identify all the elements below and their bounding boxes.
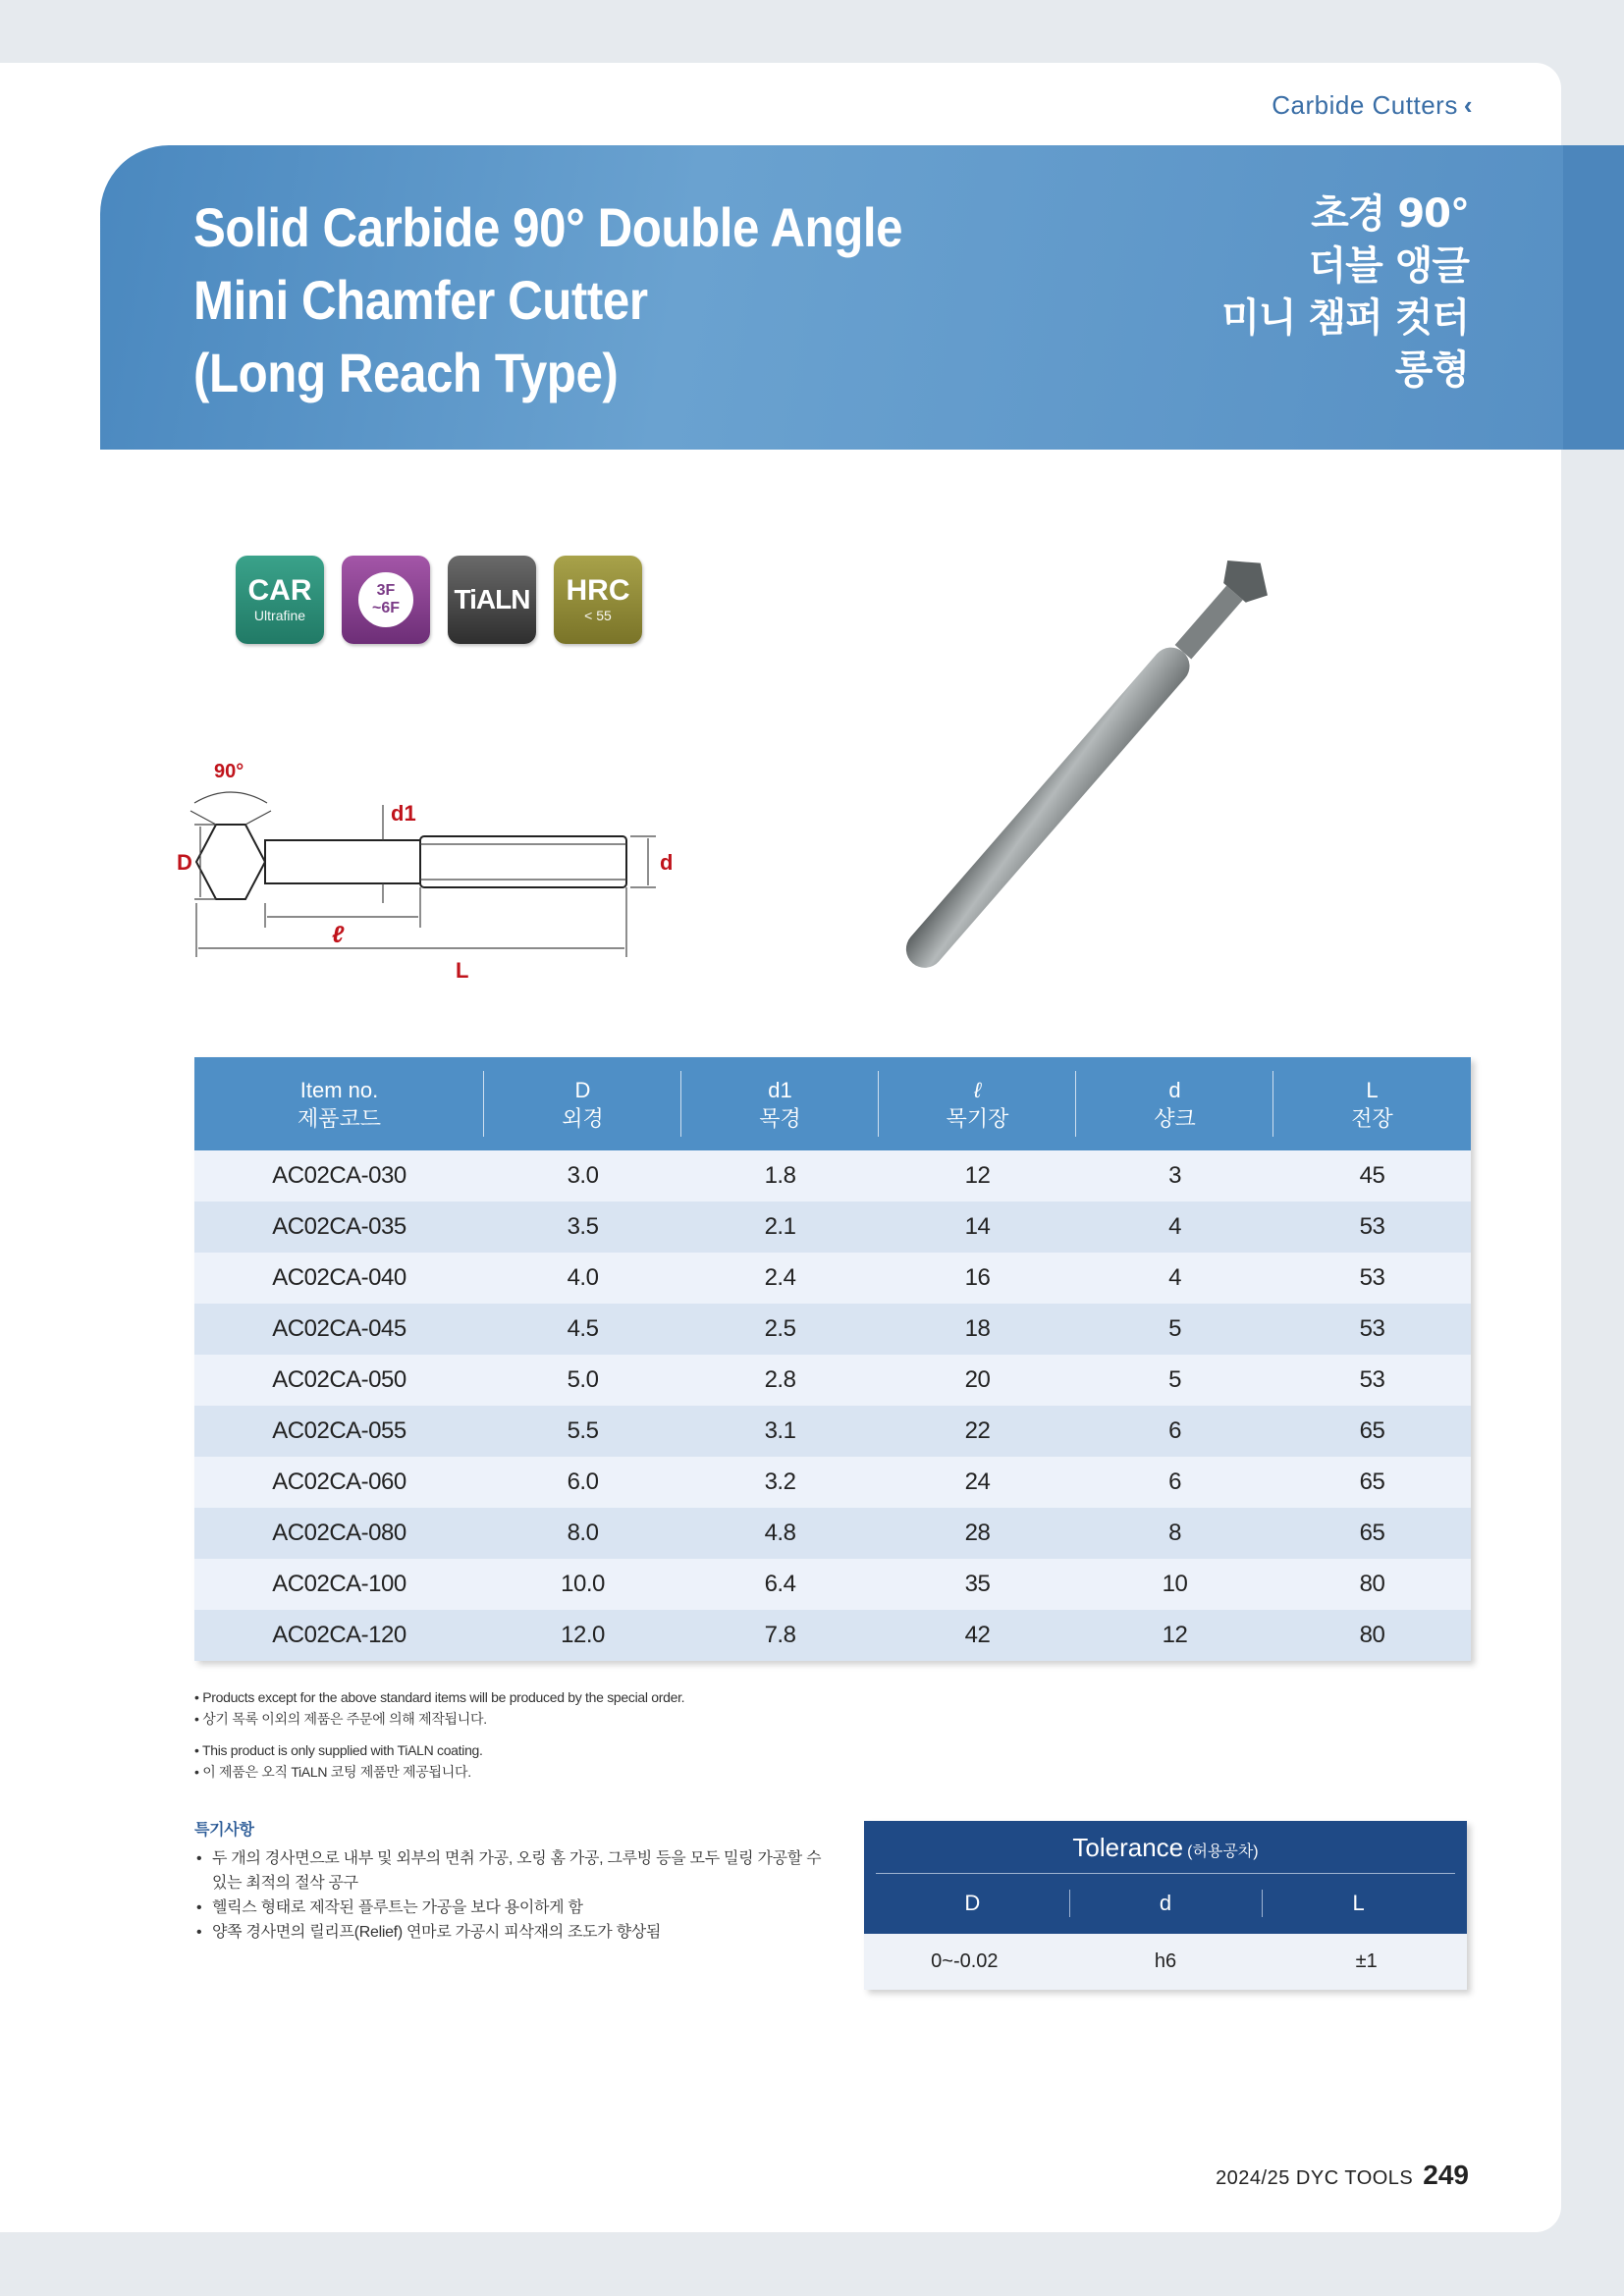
photo-neck <box>1175 586 1243 660</box>
spec-value-cell: 4.0 <box>484 1253 681 1304</box>
spec-value-cell: 7.8 <box>681 1610 879 1661</box>
spec-value-cell: 42 <box>879 1610 1076 1661</box>
spec-value-cell: 65 <box>1273 1406 1471 1457</box>
spec-value-cell: 3.5 <box>484 1201 681 1253</box>
table-row <box>194 1253 1471 1304</box>
product-photo <box>864 560 1296 982</box>
spec-value-cell: 2.1 <box>681 1201 879 1253</box>
carbide-badge-sub: Ultrafine <box>253 608 306 623</box>
item-code-cell: AC02CA-055 <box>194 1406 484 1457</box>
dimension-diagram <box>177 756 736 991</box>
col-item-no <box>194 1057 484 1150</box>
tolerance-table <box>864 1821 1467 1990</box>
spec-value-cell: 5.0 <box>484 1355 681 1406</box>
tolerance-values <box>864 1934 1467 1990</box>
spec-value-cell: 45 <box>1273 1150 1471 1201</box>
spec-value-cell: 5 <box>1076 1304 1273 1355</box>
hardness-badge <box>554 556 642 644</box>
tolerance-header <box>864 1821 1467 1934</box>
table-row <box>194 1610 1471 1661</box>
title-english <box>193 191 902 409</box>
features-section <box>194 1818 823 1945</box>
footer-brand: 2024/25 DYC TOOLS <box>1216 2167 1414 2189</box>
spec-value-cell: 2.5 <box>681 1304 879 1355</box>
table-row <box>194 1304 1471 1355</box>
spec-value-cell: 14 <box>879 1201 1076 1253</box>
table-row <box>194 1150 1471 1201</box>
features-list <box>194 1846 823 1945</box>
spec-value-cell: 8 <box>1076 1508 1273 1559</box>
spec-value-cell: 80 <box>1273 1610 1471 1661</box>
section-label <box>1129 90 1473 121</box>
spec-value-cell: 3.2 <box>681 1457 879 1508</box>
col-item-no-ko: 제품코드 <box>297 1105 381 1131</box>
spec-value-cell: 6.0 <box>484 1457 681 1508</box>
table-row <box>194 1559 1471 1610</box>
tolerance-columns <box>876 1874 1455 1933</box>
spec-value-cell: 1.8 <box>681 1150 879 1201</box>
feature-item: • 헬릭스 형태로 제작된 플루트는 가공을 보다 용이하게 함 <box>194 1896 823 1920</box>
carbide-badge-label: CAR <box>247 574 312 607</box>
note-group-1 <box>194 1686 684 1730</box>
spec-value-cell: 6.4 <box>681 1559 879 1610</box>
spec-value-cell: 35 <box>879 1559 1076 1610</box>
table-row <box>194 1457 1471 1508</box>
flute-count-badge <box>342 556 430 644</box>
title-korean <box>1076 188 1469 397</box>
page-footer <box>1216 2160 1469 2191</box>
table-row <box>194 1355 1471 1406</box>
spec-value-cell: 12 <box>1076 1610 1273 1661</box>
col-d1-ko: 목경 <box>759 1105 801 1131</box>
spec-value-cell: 4 <box>1076 1253 1273 1304</box>
tolerance-value-L: ±1 <box>1355 1950 1378 1972</box>
feature-badges <box>236 556 642 644</box>
item-code-cell: AC02CA-045 <box>194 1304 484 1355</box>
item-code-cell: AC02CA-035 <box>194 1201 484 1253</box>
spec-value-cell: 20 <box>879 1355 1076 1406</box>
col-L-en: L <box>1366 1077 1379 1102</box>
page-number: 249 <box>1423 2160 1469 2190</box>
spec-table-body <box>194 1150 1471 1661</box>
sidebar-accent <box>1563 145 1624 450</box>
tolerance-value-D: 0~-0.02 <box>931 1950 999 1972</box>
spec-value-cell: 12.0 <box>484 1610 681 1661</box>
spec-value-cell: 2.4 <box>681 1253 879 1304</box>
spec-table-header-row <box>194 1057 1471 1150</box>
neck-length-label: ℓ <box>332 922 345 948</box>
flute-icon <box>358 572 413 627</box>
spec-value-cell: 53 <box>1273 1253 1471 1304</box>
spec-table <box>194 1057 1471 1661</box>
note-special-order-en: • Products except for the above standard items will be produced by the special order. <box>194 1686 684 1708</box>
spec-value-cell: 16 <box>879 1253 1076 1304</box>
item-code-cell: AC02CA-120 <box>194 1610 484 1661</box>
title-ko-line-3: 미니 챔퍼 컷터 <box>1221 295 1469 341</box>
col-d1 <box>681 1057 879 1150</box>
title-line-3: (Long Reach Type) <box>193 342 619 403</box>
tolerance-col-L: L <box>1262 1874 1455 1933</box>
col-L <box>1273 1057 1471 1150</box>
note-coating-ko: • 이 제품은 오직 TiALN 코팅 제품만 제공됩니다. <box>194 1761 684 1783</box>
neck-diameter-label: d1 <box>391 801 416 826</box>
col-l <box>879 1057 1076 1150</box>
item-code-cell: AC02CA-050 <box>194 1355 484 1406</box>
table-row <box>194 1201 1471 1253</box>
spec-value-cell: 4.5 <box>484 1304 681 1355</box>
col-d-ko: 샹크 <box>1154 1105 1196 1131</box>
spec-value-cell: 53 <box>1273 1355 1471 1406</box>
table-row <box>194 1406 1471 1457</box>
note-coating-en: • This product is only supplied with TiALN coating. <box>194 1739 684 1761</box>
feature-item: • 두 개의 경사면으로 내부 및 외부의 면취 가공, 오링 홈 가공, 그루빙 등을 모두 밀링 가공할 수 있는 최적의 절삭 공구 <box>194 1846 823 1896</box>
spec-value-cell: 6 <box>1076 1457 1273 1508</box>
order-notes <box>194 1686 684 1792</box>
item-code-cell: AC02CA-030 <box>194 1150 484 1201</box>
tolerance-title <box>876 1821 1455 1874</box>
note-special-order-ko: • 상기 목록 이외의 제품은 주문에 의해 제작됩니다. <box>194 1708 684 1730</box>
table-row <box>194 1508 1471 1559</box>
tolerance-title-en: Tolerance <box>1072 1833 1184 1862</box>
col-l-ko: 목기장 <box>946 1105 1009 1131</box>
spec-value-cell: 10 <box>1076 1559 1273 1610</box>
spec-value-cell: 65 <box>1273 1508 1471 1559</box>
spec-value-cell: 53 <box>1273 1304 1471 1355</box>
spec-value-cell: 5 <box>1076 1355 1273 1406</box>
spec-value-cell: 3.1 <box>681 1406 879 1457</box>
tolerance-value-d: h6 <box>1154 1950 1177 1972</box>
spec-value-cell: 18 <box>879 1304 1076 1355</box>
features-heading: 특기사항 <box>194 1822 254 1839</box>
spec-value-cell: 3.0 <box>484 1150 681 1201</box>
spec-value-cell: 2.8 <box>681 1355 879 1406</box>
spec-value-cell: 4 <box>1076 1201 1273 1253</box>
section-label-text: Carbide Cutters <box>1272 90 1458 120</box>
spec-value-cell: 80 <box>1273 1559 1471 1610</box>
col-L-ko: 전장 <box>1351 1105 1393 1131</box>
title-ko-line-2: 더블 앵글 <box>1308 243 1469 289</box>
col-D-ko: 외경 <box>562 1105 604 1131</box>
col-D <box>484 1057 681 1150</box>
spec-value-cell: 53 <box>1273 1201 1471 1253</box>
col-l-en: ℓ <box>973 1077 982 1102</box>
tolerance-col-D: D <box>964 1891 981 1915</box>
spec-value-cell: 10.0 <box>484 1559 681 1610</box>
overall-length-label: L <box>456 958 469 983</box>
title-ko-line-4: 롱형 <box>1394 347 1469 393</box>
item-code-cell: AC02CA-080 <box>194 1508 484 1559</box>
shank-diameter-label: d <box>660 850 674 875</box>
col-item-no-en: Item no. <box>299 1077 379 1102</box>
hardness-badge-label: HRC <box>566 574 630 607</box>
spec-value-cell: 6 <box>1076 1406 1273 1457</box>
spec-value-cell: 12 <box>879 1150 1076 1201</box>
col-d1-en: d1 <box>768 1077 792 1102</box>
tolerance-col-d: d <box>1069 1874 1263 1933</box>
item-code-cell: AC02CA-060 <box>194 1457 484 1508</box>
angle-label: 90° <box>214 761 244 782</box>
carbide-badge <box>236 556 324 644</box>
note-group-2 <box>194 1739 684 1783</box>
title-line-1: Solid Carbide 90° Double Angle <box>193 196 903 258</box>
coating-badge-label: TiALN <box>454 584 530 614</box>
spec-value-cell: 5.5 <box>484 1406 681 1457</box>
col-d <box>1076 1057 1273 1150</box>
hardness-badge-sub: < 55 <box>584 608 612 623</box>
col-D-en: D <box>574 1077 591 1102</box>
flute-top: 3F <box>376 582 396 599</box>
flute-bottom: ~6F <box>371 600 400 616</box>
coating-badge <box>448 556 536 644</box>
feature-item: • 양쪽 경사면의 릴리프(Relief) 연마로 가공시 피삭재의 조도가 향상됨 <box>194 1920 823 1945</box>
spec-value-cell: 28 <box>879 1508 1076 1559</box>
item-code-cell: AC02CA-100 <box>194 1559 484 1610</box>
outer-diameter-label: D <box>177 850 192 875</box>
col-d-en: d <box>1168 1077 1181 1102</box>
title-ko-line-1: 초경 90° <box>1311 191 1469 237</box>
spec-value-cell: 65 <box>1273 1457 1471 1508</box>
spec-value-cell: 24 <box>879 1457 1076 1508</box>
chevron-left-icon: ‹ <box>1463 90 1473 120</box>
item-code-cell: AC02CA-040 <box>194 1253 484 1304</box>
tolerance-title-ko: (허용공차) <box>1187 1843 1259 1860</box>
cutter-head-shape <box>196 825 265 899</box>
photo-shank <box>898 640 1197 976</box>
spec-value-cell: 4.8 <box>681 1508 879 1559</box>
spec-value-cell: 22 <box>879 1406 1076 1457</box>
spec-value-cell: 3 <box>1076 1150 1273 1201</box>
title-line-2: Mini Chamfer Cutter <box>193 269 648 331</box>
cutter-neck-shape <box>265 840 420 883</box>
spec-value-cell: 8.0 <box>484 1508 681 1559</box>
